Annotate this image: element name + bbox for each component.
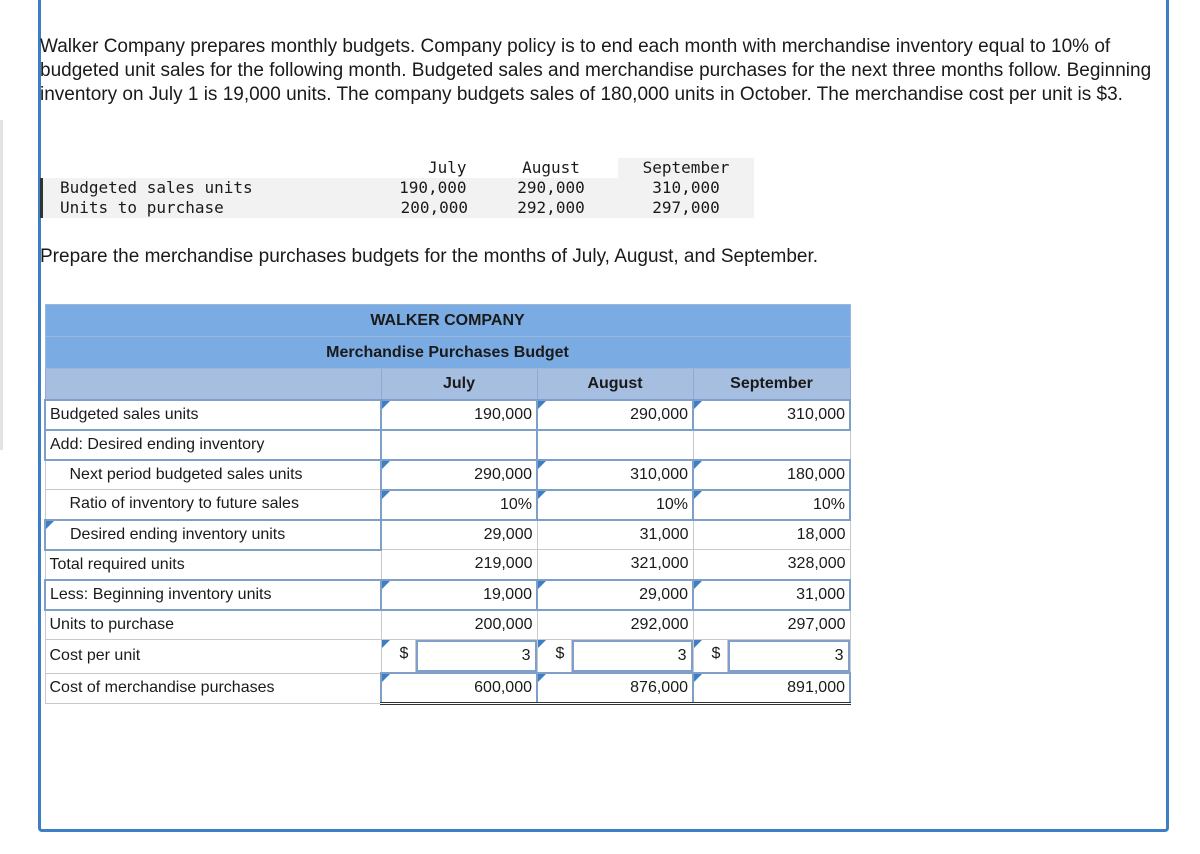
next-period-september-input[interactable]: 180,000 [693,460,850,490]
cost-per-unit-september-cell [693,640,850,674]
given-month-august: August [522,158,580,177]
title-row [45,337,850,369]
next-period-label: Next period budgeted sales units [45,460,381,490]
answer-marker-icon [538,461,546,469]
ratio-label: Ratio of inventory to future sales [45,490,381,520]
budgeted-sales-july-input[interactable]: 190,000 [381,400,537,430]
add-desired-august-cell [537,430,693,460]
answer-marker-icon [382,581,390,589]
row-desired-ending [45,520,850,550]
given-row-purchase [42,198,755,218]
row-cost-per-unit [45,640,850,674]
desired-ending-july: 29,000 [381,520,537,550]
answer-marker-icon [46,521,54,529]
answer-marker-icon [538,401,546,409]
add-desired-label-input[interactable]: Add: Desired ending inventory [45,430,381,460]
cost-of-purchases-july-input[interactable]: 600,000 [381,673,537,703]
cost-per-unit-august-cell [537,640,693,674]
budgeted-sales-label-input[interactable]: Budgeted sales units [45,400,381,430]
given-value: 290,000 [484,178,618,198]
total-required-september: 328,000 [693,550,850,580]
cost-per-unit-july-input[interactable]: 3 [416,640,537,672]
add-desired-september-cell [693,430,850,460]
given-data-table [40,158,756,218]
answer-marker-icon [694,674,702,682]
cost-per-unit-september-input[interactable]: 3 [728,640,850,672]
cost-per-unit-july-cell [381,640,537,674]
desired-ending-september: 18,000 [693,520,850,550]
budget-title: Merchandise Purchases Budget [45,337,850,369]
next-period-july-input[interactable]: 290,000 [381,460,537,490]
currency-symbol: $ [694,640,728,672]
given-header-row [42,158,755,178]
company-row [45,305,850,337]
col-september: September [693,369,850,400]
given-value: 200,000 [355,198,485,218]
currency-symbol: $ [538,640,572,672]
row-total-required [45,550,850,580]
left-divider [0,120,3,450]
cost-of-purchases-september-input[interactable]: 891,000 [693,673,850,703]
answer-marker-icon [382,461,390,469]
desired-ending-august: 31,000 [537,520,693,550]
answer-marker-icon [382,491,390,499]
answer-marker-icon [694,491,702,499]
given-label: Budgeted sales units [42,178,355,198]
row-units-to-purchase [45,610,850,640]
less-beginning-july-input[interactable]: 19,000 [381,580,537,610]
month-header-row [45,369,850,400]
units-to-purchase-september: 297,000 [693,610,850,640]
budgeted-sales-september-input[interactable]: 310,000 [693,400,850,430]
total-required-july: 219,000 [381,550,537,580]
answer-marker-icon [538,491,546,499]
given-month-july: July [427,158,467,177]
company-name: WALKER COMPANY [45,305,850,337]
answer-marker-icon [382,401,390,409]
given-row-sales [42,178,755,198]
budgeted-sales-august-input[interactable]: 290,000 [537,400,693,430]
cost-of-purchases-label: Cost of merchandise purchases [45,673,381,703]
cost-per-unit-label: Cost per unit [45,640,381,674]
purchases-budget-table [44,304,851,705]
add-desired-july-input[interactable] [381,430,537,460]
total-required-august: 321,000 [537,550,693,580]
currency-symbol: $ [382,640,416,672]
answer-marker-icon [538,674,546,682]
ratio-july-input[interactable]: 10% [381,490,537,520]
cost-per-unit-august-input[interactable]: 3 [572,640,693,672]
answer-marker-icon [694,581,702,589]
row-ratio [45,490,850,520]
col-july: July [381,369,537,400]
answer-marker-icon [382,674,390,682]
given-value: 292,000 [484,198,618,218]
total-required-label: Total required units [45,550,381,580]
col-august: August [537,369,693,400]
given-value: 190,000 [355,178,485,198]
less-beginning-september-input[interactable]: 31,000 [693,580,850,610]
instruction-text: Prepare the merchandise purchases budgets for the months of July, August, and September. [40,246,819,267]
answer-marker-icon [538,581,546,589]
units-to-purchase-label: Units to purchase [45,610,381,640]
row-cost-of-purchases [45,673,850,703]
given-value: 310,000 [618,178,754,198]
given-month-september: September [618,158,754,178]
less-beginning-august-input[interactable]: 29,000 [537,580,693,610]
answer-marker-icon [694,461,702,469]
row-less-beginning [45,580,850,610]
answer-marker-icon [694,640,702,648]
answer-marker-icon [694,401,702,409]
ratio-august-input[interactable]: 10% [537,490,693,520]
next-period-august-input[interactable]: 310,000 [537,460,693,490]
answer-marker-icon [382,640,390,648]
answer-marker-icon [538,640,546,648]
problem-statement: Walker Company prepares monthly budgets. Company policy is to end each month with merchandise inventory equal to 10% of budgeted unit sales for the following month. Budgeted sales and merchandise purchases for the next three months follow. Beginning inventory on July 1 is 19,000 units. The company budgets sales of 180,000 units in October. The merchandise cost per unit is $3. [40,36,1152,105]
less-beginning-label-input[interactable]: Less: Beginning inventory units [45,580,381,610]
units-to-purchase-july: 200,000 [381,610,537,640]
cost-of-purchases-august-input[interactable]: 876,000 [537,673,693,703]
given-label: Units to purchase [42,198,355,218]
row-add-desired [45,430,850,460]
given-value: 297,000 [618,198,754,218]
units-to-purchase-august: 292,000 [537,610,693,640]
row-next-period [45,460,850,490]
row-budgeted-sales [45,400,850,430]
desired-ending-label-input[interactable]: Desired ending inventory units [45,520,381,550]
ratio-september-input[interactable]: 10% [693,490,850,520]
